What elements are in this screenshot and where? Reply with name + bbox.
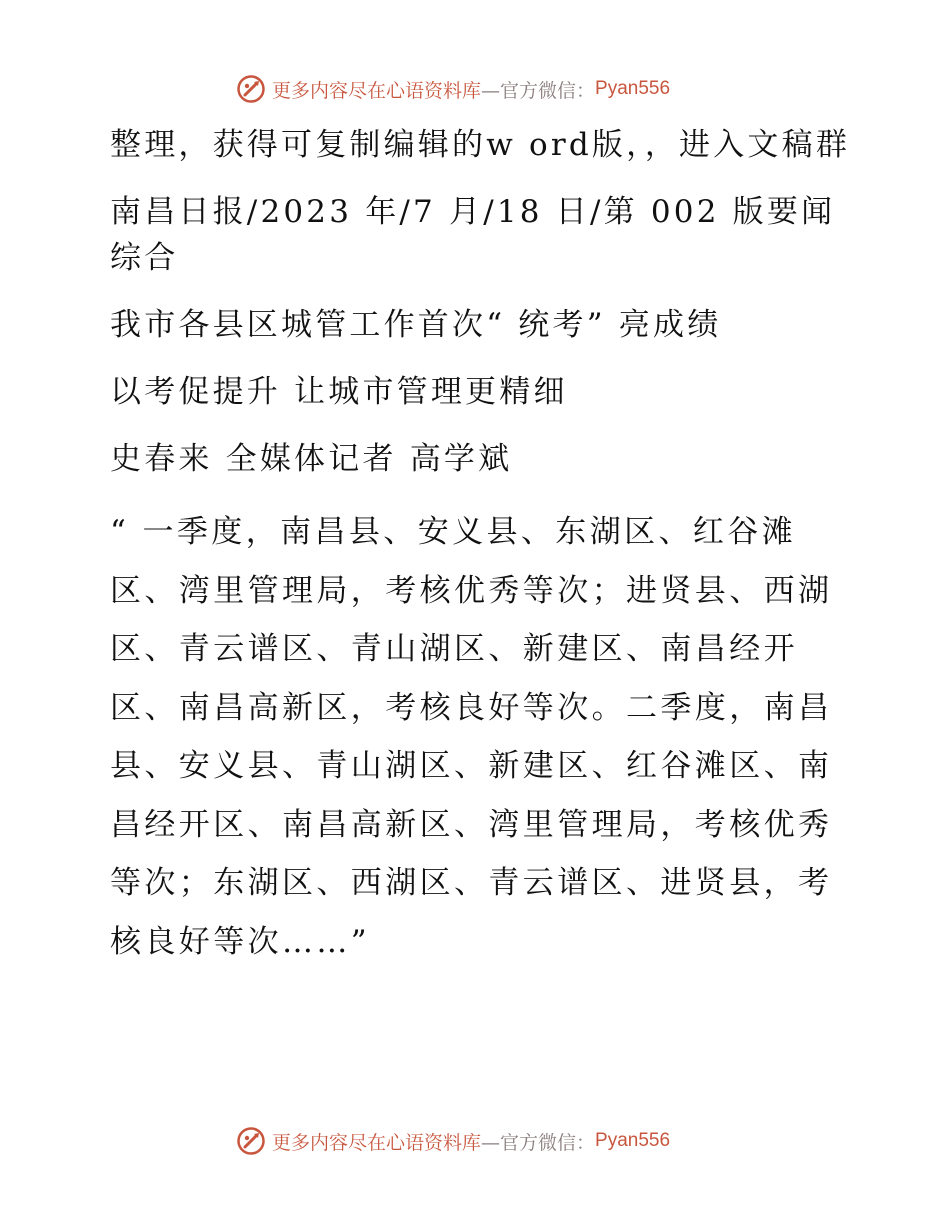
article-title: 我市各县区城管工作首次“ 统考” 亮成绩 <box>110 307 722 343</box>
watermark-wechat-id: Pyan556 <box>595 78 671 99</box>
article-byline: 史春来 全媒体记者 高学斌 <box>110 441 513 477</box>
header-watermark <box>236 72 670 106</box>
brand-logo-icon <box>236 1126 266 1156</box>
article-subtitle: 以考促提升 让城市管理更精细 <box>110 374 568 410</box>
source-line: 南昌日报/2023 年/7 月/18 日/第 002 版要闻综合 <box>110 194 836 276</box>
footer-watermark <box>236 1124 670 1158</box>
watermark-brand-text: 更多内容尽在心语资料库 <box>272 1131 482 1154</box>
intro-line: 整理，获得可复制编辑的w ord版，，进入文稿群 <box>110 127 851 163</box>
document-body <box>98 122 858 971</box>
watermark-label-text: —官方微信： <box>481 79 596 102</box>
article-paragraph: “ 一季度，南昌县、安义县、东湖区、红谷滩区、湾里管理局，考核优秀等次；进贤县、西湖区、青云谱区、青山湖区、新建区、南昌经开区、南昌高新区，考核良好等次。二季度，南昌县、安义县、青山湖区、新建区、红谷滩区、南昌经开区、南昌高新区、湾里管理局，考核优秀等次；东湖区、西湖区、青云谱区、进贤县，考核良好等次……” <box>110 514 833 960</box>
brand-logo-icon <box>236 74 266 104</box>
watermark-label-text: —官方微信： <box>481 1131 596 1154</box>
watermark-wechat-id: Pyan556 <box>595 1130 671 1151</box>
watermark-brand-text: 更多内容尽在心语资料库 <box>272 79 482 102</box>
